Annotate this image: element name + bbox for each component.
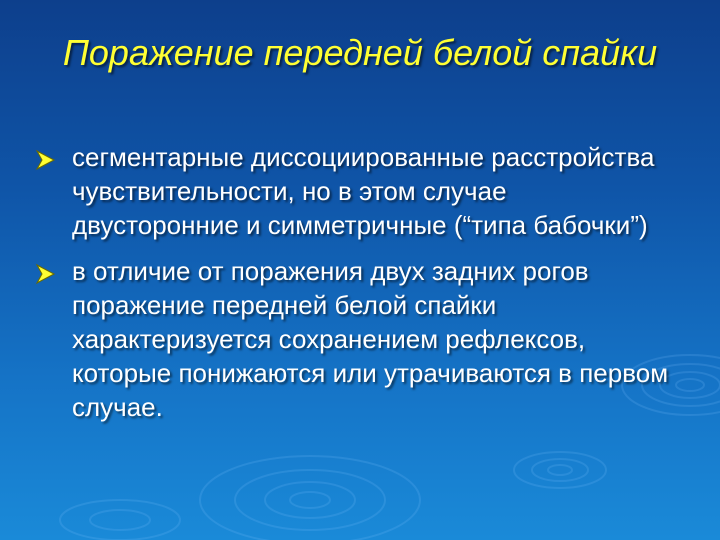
bullet-text: сегментарные диссоциированные расстройства чувствительности, но в этом случае двусторонние и симметричные (“типа бабочки”) xyxy=(72,142,655,240)
bullet-item xyxy=(30,140,670,242)
bullet-list xyxy=(30,140,670,436)
arrow-bullet-icon xyxy=(34,263,56,285)
arrow-bullet-icon xyxy=(34,149,56,171)
slide-title: Поражение передней белой спайки xyxy=(62,32,658,73)
bullet-item xyxy=(30,254,670,424)
bullet-text: в отличие от поражения двух задних рогов поражение передней белой спайки характеризуется сохранением рефлексов, которые понижаются или утрачиваются в первом случае. xyxy=(72,256,669,422)
